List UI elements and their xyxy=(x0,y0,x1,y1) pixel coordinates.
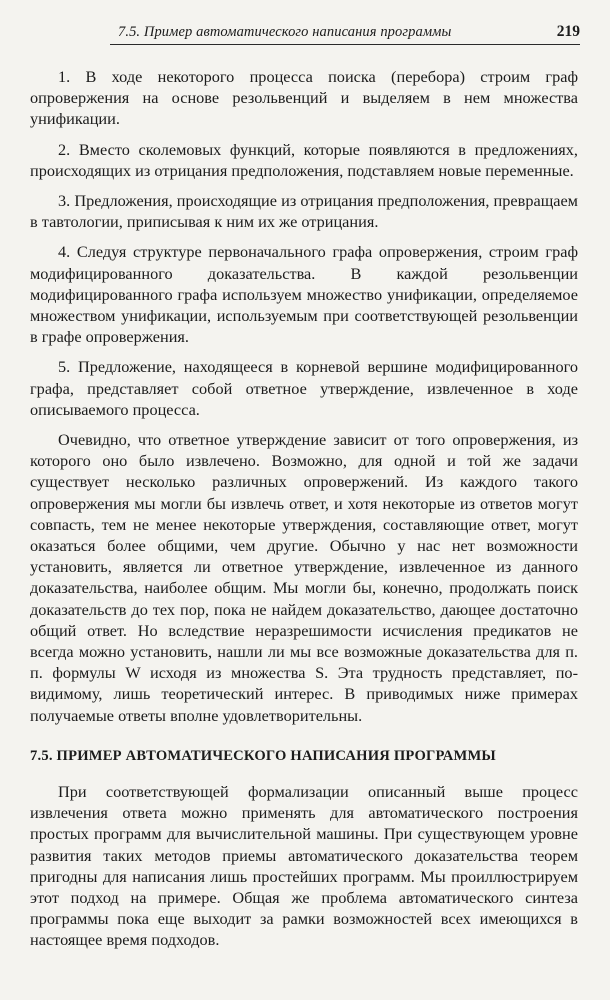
section-heading: 7.5. ПРИМЕР АВТОМАТИЧЕСКОГО НАПИСАНИЯ ПРОГРАММЫ xyxy=(30,747,496,764)
page-number: 219 xyxy=(556,23,580,40)
section-intro-paragraph: При соответствующей формализации описанный выше процесс извлечения ответа можно применять для автоматического построения простых программ для вычислительной машины. При существующем уровне развития таких методов приемы автоматического доказательства теорем пригодны для написания лишь простейших программ. Мы проиллюстрируем этот подход на примере. Общая же проблема автоматического синтеза программы пока еще выходит за рамки возможностей всех имеющихся в настоящее время подходов. xyxy=(30,781,578,950)
discussion-paragraph: Очевидно, что ответное утверждение зависит от того опровержения, из которого оно было извлечено. Возможно, для одной и той же задачи существует несколько различных опровержений. Из каждого такого опровержения мы могли бы извлечь ответ, и хотя некоторые из ответов могут совпасть, тем не менее некоторые утверждения, составляющие ответ, могут оказаться более общими, чем другие. Обычно у нас нет возможности установить, является ли ответное утверждение, извлеченное из данного доказательства, наиболее общим. Мы могли бы, конечно, продолжать поиск доказательств до тех пор, пока не найдем доказательство, дающее достаточно общий ответ. Но вследствие неразрешимости исчисления предикатов не всегда можно установить, нашли ли мы все возможные доказательства для п. п. формулы W исходя из множества S. Эта трудность представляет, по-видимому, лишь теоретический интерес. В приводимых ниже примерах получаемые ответы вполне удовлетворительны. xyxy=(30,430,578,725)
step-2: 2. Вместо сколемовых функций, которые появляются в предложениях, происходящих из отрицания предположения, подставляем новые переменные. xyxy=(30,139,578,180)
step-5: 5. Предложение, находящееся в корневой вершине модифицированного графа, представляет собой ответное утверждение, извлеченное в ходе описываемого процесса. xyxy=(30,357,578,419)
running-title: 7.5. Пример автоматического написания программы xyxy=(118,24,452,40)
page-header xyxy=(110,22,580,45)
step-1: 1. В ходе некоторого процесса поиска (перебора) строим граф опровержения на основе резольвенций и выделяем в нем множества унификации. xyxy=(30,67,578,129)
step-4: 4. Следуя структуре первоначального графа опровержения, строим граф модифицированного доказательства. В каждой резольвенции модифицированного графа используем множество унификации, определяемое множеством унификации, используемым при соответствующей резольвенции в графе опровержения. xyxy=(30,242,578,347)
page-body xyxy=(30,66,578,960)
step-3: 3. Предложения, происходящие из отрицания предположения, превращаем в тавтологии, приписывая к ним их же отрицания. xyxy=(30,191,578,232)
